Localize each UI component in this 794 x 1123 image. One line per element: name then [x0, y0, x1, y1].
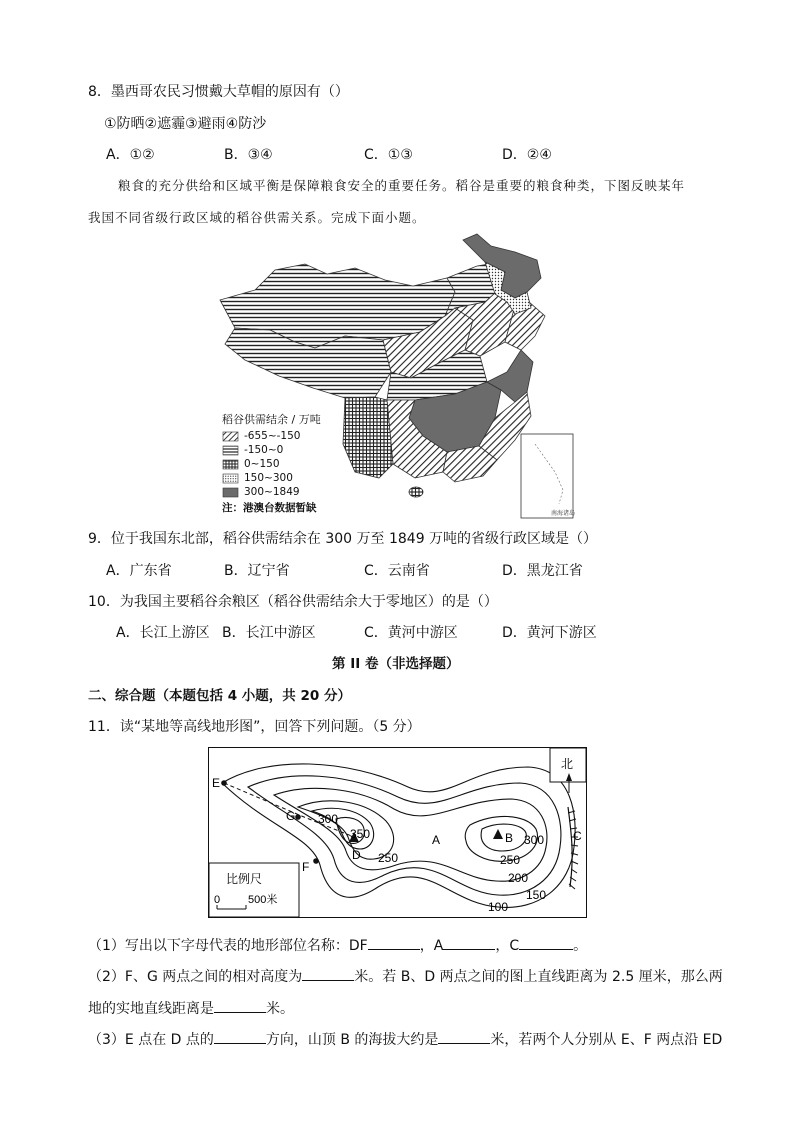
- q10-stem: 10．为我国主要稻谷余粮区（稻谷供需结余大于零地区）的是（）: [88, 594, 498, 610]
- point-b: B: [505, 831, 514, 845]
- q9-option-a[interactable]: A．广东省: [106, 563, 172, 579]
- q9-option-d[interactable]: D．黑龙江省: [502, 563, 583, 579]
- contour-label: 350: [350, 827, 371, 841]
- section-title: 第 II 卷（非选择题）: [332, 656, 460, 672]
- legend-item: -655~-150: [244, 430, 301, 442]
- q10-option-a[interactable]: A．长江上游区: [116, 625, 210, 641]
- legend-swatches: [222, 430, 244, 500]
- contour-label: 300: [524, 833, 545, 847]
- point-e: E: [212, 776, 221, 790]
- q8-option-c[interactable]: C．①③: [364, 147, 413, 163]
- point-g: G: [286, 809, 296, 823]
- q11-sub1: （1）写出以下字母代表的地形部位名称：DF ，A ，C 。: [88, 935, 587, 955]
- map-note: 注：港澳台数据暂缺: [222, 502, 317, 514]
- q8-option-b[interactable]: B．③④: [224, 147, 273, 163]
- legend-item: 0~150: [244, 458, 280, 470]
- intro-line-2: 我国不同省级行政区域的稻谷供需关系。完成下面小题。: [88, 210, 426, 225]
- contour-label: 250: [378, 851, 399, 865]
- section-heading: 二、综合题（本题包括 4 小题，共 20 分）: [88, 688, 351, 704]
- q9-stem: 9．位于我国东北部，稻谷供需结余在 300 万至 1849 万吨的省级行政区域是（）: [88, 531, 598, 547]
- contour-label: 200: [508, 871, 529, 885]
- point-a: A: [432, 833, 441, 847]
- contour-label: 100: [488, 900, 509, 914]
- intro-line-1: 粮食的充分供给和区域平衡是保障粮食安全的重要任务。稻谷是重要的粮食种类，下图反映某年: [118, 178, 686, 193]
- scale-title: 比例尺: [226, 872, 263, 886]
- scale-dist: 500米: [248, 894, 278, 906]
- contour-label: 300: [318, 812, 339, 826]
- q8-option-d[interactable]: D．②④: [502, 147, 552, 163]
- north-label: 北: [561, 757, 574, 771]
- contour-map: [208, 747, 588, 919]
- inset-label: 南海诸岛: [551, 511, 576, 517]
- point-d: D: [352, 848, 361, 862]
- legend-title: 稻谷供需结余 / 万吨: [222, 413, 321, 426]
- blank-b-altitude[interactable]: [438, 1029, 490, 1044]
- q11-sub3: （3）E 点在 D 点的 方向，山顶 B 的海拔大约是 米，若两个人分别从 E、F 两点沿 ED: [88, 1029, 722, 1049]
- q8-stem: 8．墨西哥农民习惯戴大草帽的原因有（）: [88, 84, 349, 100]
- scale-zero: 0: [214, 894, 221, 906]
- q10-option-d[interactable]: D．黄河下游区: [502, 625, 597, 641]
- contour-label: 250: [500, 853, 521, 867]
- q11-sub2-line2: 地的实地直线距离是 米。: [88, 998, 294, 1018]
- blank-fg-height[interactable]: [302, 966, 354, 981]
- legend-item: 150~300: [244, 472, 293, 484]
- q10-option-b[interactable]: B．长江中游区: [222, 625, 316, 641]
- q11-sub2-line1: （2）F、G 两点之间的相对高度为 米。若 B、D 两点之间的图上直线距离为 2.5 厘米，那么两: [88, 966, 723, 986]
- blank-a[interactable]: [443, 935, 495, 950]
- blank-df[interactable]: [368, 935, 420, 950]
- blank-bd-distance[interactable]: [214, 998, 266, 1013]
- point-c: C: [573, 829, 582, 843]
- blank-c[interactable]: [519, 935, 573, 950]
- legend-item: -150~0: [244, 444, 284, 456]
- q9-option-b[interactable]: B．辽宁省: [224, 563, 290, 579]
- q8-items: ①防晒②遮霾③避雨④防沙: [104, 116, 267, 132]
- contour-label: 150: [526, 888, 547, 902]
- legend-item: 300~1849: [244, 486, 300, 498]
- q11-stem: 11．读“某地等高线地形图”，回答下列问题。（5 分）: [88, 719, 421, 735]
- q10-option-c[interactable]: C．黄河中游区: [364, 625, 458, 641]
- point-f: F: [302, 860, 310, 874]
- q8-option-a[interactable]: A．①②: [106, 147, 155, 163]
- q9-option-c[interactable]: C．云南省: [364, 563, 430, 579]
- blank-direction[interactable]: [214, 1029, 266, 1044]
